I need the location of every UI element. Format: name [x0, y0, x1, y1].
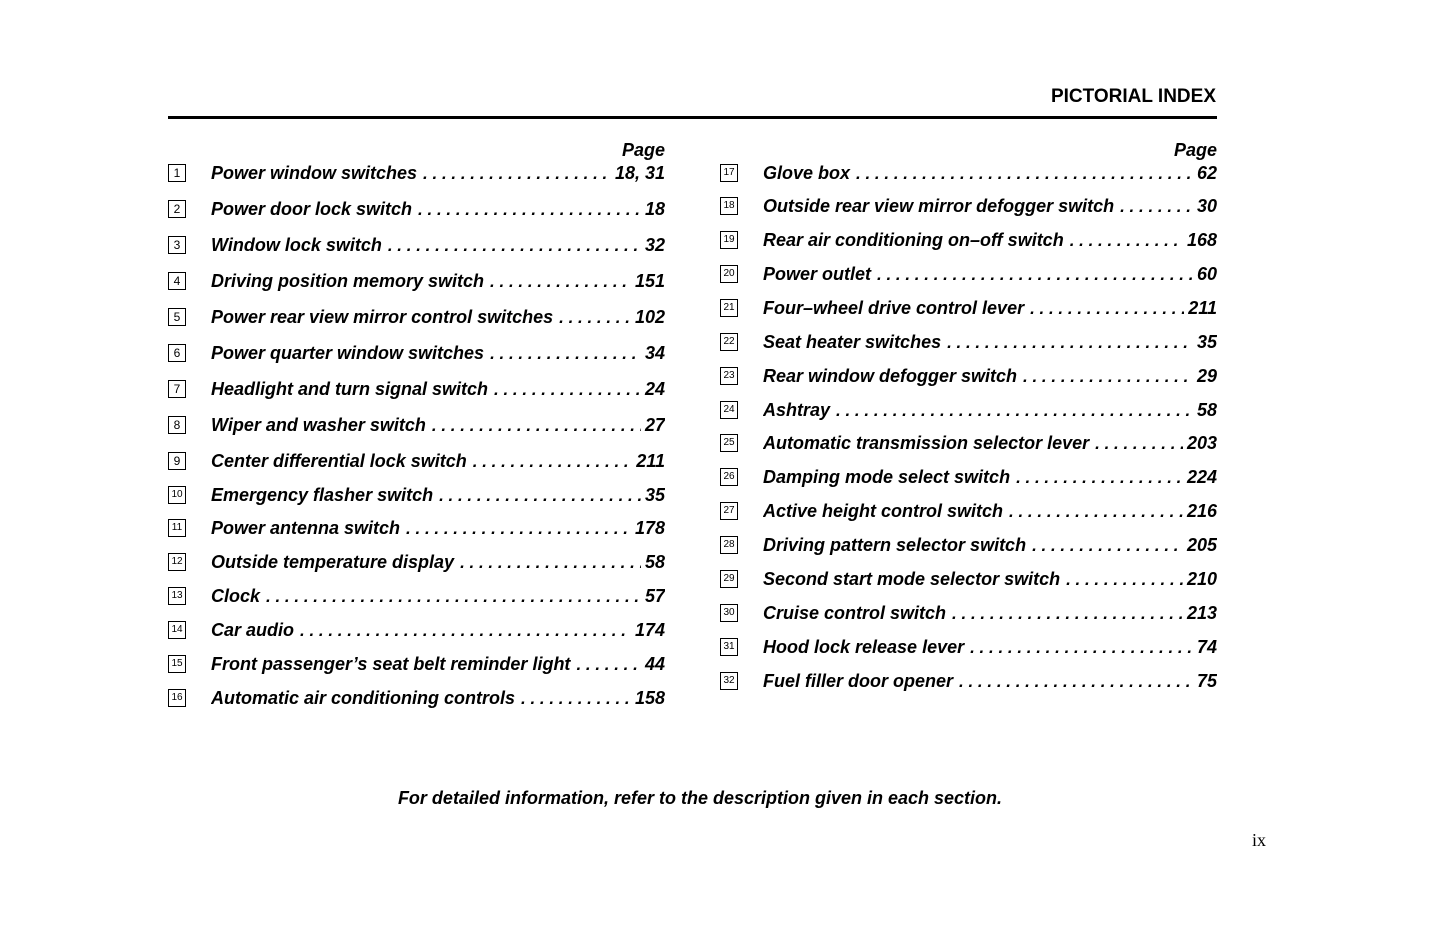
dot-leader	[490, 272, 631, 292]
item-number-box: 14	[168, 621, 186, 639]
dot-leader	[1066, 570, 1183, 590]
index-entry	[720, 398, 1217, 422]
entry-label: Headlight and turn signal switch	[211, 378, 489, 399]
item-number-box: 24	[720, 401, 738, 419]
item-number-box: 8	[168, 416, 186, 434]
entry-text	[763, 298, 1217, 319]
entry-label: Driving position memory switch	[211, 270, 485, 291]
entry-label: Front passenger’s seat belt reminder light	[211, 653, 571, 674]
index-entry	[168, 584, 665, 608]
entry-label: Outside rear view mirror defogger switch	[763, 195, 1115, 216]
item-number-box: 9	[168, 452, 186, 470]
item-number-box: 17	[720, 164, 738, 182]
index-entry	[168, 516, 665, 540]
item-number-box: 4	[168, 272, 186, 290]
entry-page-number: 213	[1186, 602, 1217, 623]
entry-text	[763, 637, 1217, 658]
item-number-box: 21	[720, 299, 738, 317]
index-entry	[168, 377, 665, 401]
item-number-box: 22	[720, 333, 738, 351]
item-number-box: 5	[168, 308, 186, 326]
entry-page-number: 216	[1186, 500, 1217, 521]
entry-text	[211, 163, 665, 184]
dot-leader	[856, 164, 1193, 184]
entry-label: Power door lock switch	[211, 198, 413, 219]
entry-text	[763, 400, 1217, 421]
entry-label: Window lock switch	[211, 234, 382, 255]
entry-text	[763, 366, 1217, 387]
entry-page-number: 35	[1196, 331, 1217, 352]
entry-label: Emergency flasher switch	[211, 484, 434, 505]
entry-page-number: 62	[1196, 162, 1217, 183]
index-entry	[720, 296, 1217, 320]
dot-leader	[388, 236, 641, 256]
dot-leader	[970, 638, 1193, 658]
dot-leader	[521, 689, 631, 709]
entry-label: Car audio	[211, 619, 295, 640]
index-entry	[720, 635, 1217, 659]
page-folio: ix	[1252, 830, 1267, 850]
entry-page-number: 34	[644, 342, 665, 363]
entry-label: Second start mode selector switch	[763, 568, 1061, 589]
entry-text	[211, 620, 665, 641]
entry-text	[211, 307, 665, 328]
item-number-box: 25	[720, 434, 738, 452]
entry-page-number: 211	[1188, 297, 1217, 318]
entry-label: Ashtray	[763, 399, 831, 420]
entry-label: Driving pattern selector switch	[763, 534, 1027, 555]
dot-leader	[1016, 468, 1183, 488]
entry-text	[763, 230, 1217, 251]
entry-page-number: 35	[644, 484, 665, 505]
entry-page-number: 18, 31	[614, 162, 665, 183]
index-entry	[168, 483, 665, 507]
item-number-box: 16	[168, 689, 186, 707]
item-number-box: 1	[168, 164, 186, 182]
entry-text	[763, 467, 1217, 488]
entry-label: Automatic transmission selector lever	[763, 432, 1090, 453]
dot-leader	[947, 333, 1193, 353]
entry-text	[763, 163, 1217, 184]
entry-page-number: 27	[644, 414, 665, 435]
index-entry	[168, 449, 665, 473]
index-entry	[720, 194, 1217, 218]
index-entry	[168, 686, 665, 710]
entry-page-number: 58	[1196, 399, 1217, 420]
entry-text	[763, 603, 1217, 624]
entry-label: Power rear view mirror control switches	[211, 306, 554, 327]
dot-leader	[423, 164, 611, 184]
entry-page-number: 24	[644, 378, 665, 399]
item-number-box: 12	[168, 553, 186, 571]
item-number-box: 30	[720, 604, 738, 622]
index-entry	[720, 601, 1217, 625]
entry-text	[211, 415, 665, 436]
item-number-box: 11	[168, 519, 186, 537]
page-header-title: PICTORIAL INDEX	[1050, 86, 1216, 107]
entry-page-number: 210	[1186, 568, 1217, 589]
entry-page-number: 151	[634, 270, 665, 291]
index-entry	[720, 431, 1217, 455]
item-number-box: 3	[168, 236, 186, 254]
entry-label: Damping mode select switch	[763, 466, 1011, 487]
entry-text	[763, 569, 1217, 590]
entry-label: Wiper and washer switch	[211, 414, 426, 435]
dot-leader	[1070, 231, 1183, 251]
page-column-heading: Page	[621, 140, 665, 160]
index-entry	[720, 567, 1217, 591]
entry-text	[211, 271, 665, 292]
item-number-box: 31	[720, 638, 738, 656]
entry-label: Power quarter window switches	[211, 342, 485, 363]
dot-leader	[432, 416, 641, 436]
dot-leader	[1023, 367, 1193, 387]
dot-leader	[406, 519, 631, 539]
entry-page-number: 18	[644, 198, 665, 219]
entry-label: Cruise control switch	[763, 602, 947, 623]
entry-page-number: 74	[1196, 636, 1217, 657]
index-entry	[720, 669, 1217, 693]
entry-page-number: 30	[1196, 195, 1217, 216]
entry-label: Fuel filler door opener	[763, 670, 954, 691]
index-entry	[168, 413, 665, 437]
index-entry	[720, 228, 1217, 252]
item-number-box: 19	[720, 231, 738, 249]
entry-text	[211, 451, 665, 472]
index-entry	[168, 197, 665, 221]
entry-text	[211, 343, 665, 364]
item-number-box: 29	[720, 570, 738, 588]
item-number-box: 15	[168, 655, 186, 673]
entry-text	[763, 501, 1217, 522]
index-entry	[168, 269, 665, 293]
entry-page-number: 32	[644, 234, 665, 255]
dot-leader	[877, 265, 1193, 285]
index-entry	[720, 161, 1217, 185]
entry-label: Four–wheel drive control lever	[763, 297, 1025, 318]
entry-label: Automatic air conditioning controls	[211, 687, 516, 708]
entry-text	[763, 264, 1217, 285]
item-number-box: 23	[720, 367, 738, 385]
entry-label: Outside temperature display	[211, 551, 455, 572]
entry-page-number: 224	[1186, 466, 1217, 487]
dot-leader	[1095, 434, 1183, 454]
entry-text	[211, 552, 665, 573]
index-entry	[720, 533, 1217, 557]
index-entry	[168, 550, 665, 574]
footer-note: For detailed information, refer to the description given in each section.	[397, 788, 1003, 808]
entry-text	[211, 654, 665, 675]
dot-leader	[559, 308, 631, 328]
index-entry	[168, 233, 665, 257]
entry-text	[211, 235, 665, 256]
entry-label: Center differential lock switch	[211, 450, 467, 471]
index-entry	[168, 652, 665, 676]
dot-leader	[494, 380, 641, 400]
entry-page-number: 203	[1186, 432, 1217, 453]
page-column-heading: Page	[1173, 140, 1217, 160]
entry-page-number: 75	[1196, 670, 1217, 691]
index-entry	[168, 161, 665, 185]
entry-label: Glove box	[763, 162, 851, 183]
index-entry	[168, 618, 665, 642]
entry-text	[763, 433, 1217, 454]
dot-leader	[1030, 299, 1184, 319]
dot-leader	[952, 604, 1183, 624]
item-number-box: 6	[168, 344, 186, 362]
dot-leader	[266, 587, 641, 607]
item-number-box: 10	[168, 486, 186, 504]
entry-label: Active height control switch	[763, 500, 1004, 521]
item-number-box: 32	[720, 672, 738, 690]
entry-label: Power antenna switch	[211, 517, 401, 538]
item-number-box: 18	[720, 197, 738, 215]
entry-page-number: 158	[634, 687, 665, 708]
entry-label: Clock	[211, 585, 261, 606]
dot-leader	[473, 452, 633, 472]
entry-page-number: 57	[644, 585, 665, 606]
entry-page-number: 211	[636, 450, 665, 471]
entry-label: Hood lock release lever	[763, 636, 965, 657]
entry-label: Rear air conditioning on–off switch	[763, 229, 1064, 250]
item-number-box: 13	[168, 587, 186, 605]
index-entry	[720, 465, 1217, 489]
item-number-box: 2	[168, 200, 186, 218]
entry-page-number: 178	[634, 517, 665, 538]
item-number-box: 27	[720, 502, 738, 520]
index-entry	[720, 330, 1217, 354]
dot-leader	[836, 401, 1193, 421]
item-number-box: 28	[720, 536, 738, 554]
dot-leader	[490, 344, 641, 364]
entry-page-number: 60	[1196, 263, 1217, 284]
dot-leader	[1032, 536, 1183, 556]
entry-page-number: 29	[1196, 365, 1217, 386]
dot-leader	[460, 553, 641, 573]
entry-page-number: 168	[1186, 229, 1217, 250]
entry-page-number: 205	[1186, 534, 1217, 555]
item-number-box: 20	[720, 265, 738, 283]
entry-text	[211, 199, 665, 220]
dot-leader	[1120, 197, 1193, 217]
entry-label: Power window switches	[211, 162, 418, 183]
index-entry	[720, 499, 1217, 523]
dot-leader	[300, 621, 631, 641]
dot-leader	[418, 200, 641, 220]
entry-page-number: 44	[644, 653, 665, 674]
index-entry	[168, 305, 665, 329]
dot-leader	[576, 655, 641, 675]
entry-label: Rear window defogger switch	[763, 365, 1018, 386]
entry-text	[763, 535, 1217, 556]
entry-text	[211, 586, 665, 607]
dot-leader	[959, 672, 1193, 692]
entry-page-number: 102	[634, 306, 665, 327]
entry-text	[763, 332, 1217, 353]
entry-text	[763, 671, 1217, 692]
entry-text	[211, 379, 665, 400]
index-entry	[720, 262, 1217, 286]
item-number-box: 7	[168, 380, 186, 398]
entry-page-number: 58	[644, 551, 665, 572]
entry-label: Power outlet	[763, 263, 872, 284]
index-entry	[720, 364, 1217, 388]
dot-leader	[439, 486, 641, 506]
entry-label: Seat heater switches	[763, 331, 942, 352]
item-number-box: 26	[720, 468, 738, 486]
entry-text	[211, 485, 665, 506]
index-entry	[168, 341, 665, 365]
entry-text	[211, 688, 665, 709]
entry-page-number: 174	[634, 619, 665, 640]
entry-text	[211, 518, 665, 539]
header-rule	[168, 116, 1217, 119]
dot-leader	[1009, 502, 1183, 522]
entry-text	[763, 196, 1217, 217]
